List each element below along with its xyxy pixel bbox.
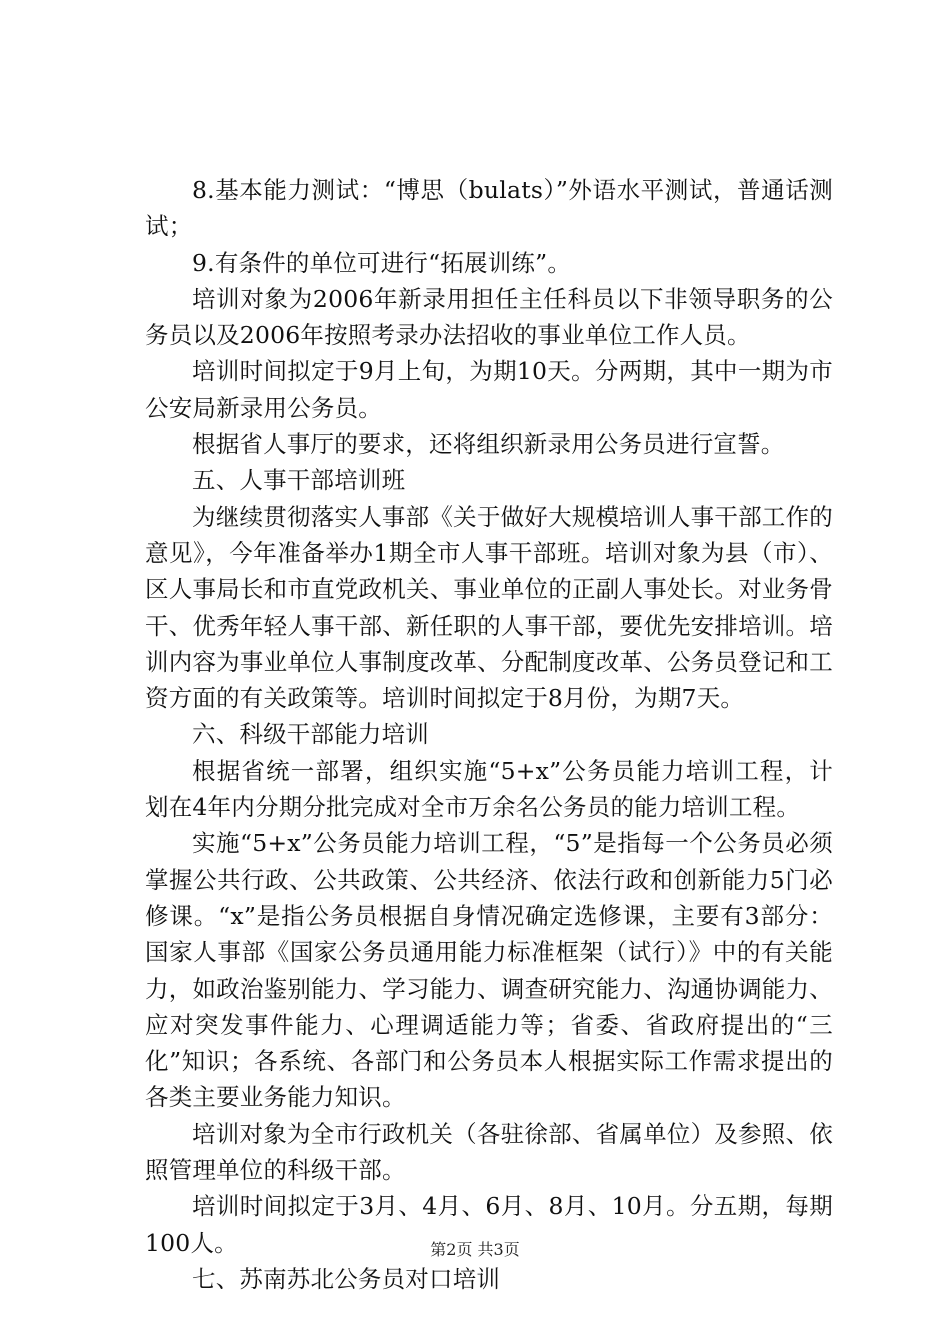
section-heading-5: 五、人事干部培训班	[192, 466, 406, 495]
page-footer: 第2页 共3页	[430, 1240, 520, 1259]
paragraph-training-time: 培训时间拟定于9月上旬，为期10天。分两期，其中一期为市公安局新录用公务员。	[145, 357, 833, 422]
paragraph-oath: 根据省人事厅的要求，还将组织新录用公务员进行宣誓。	[192, 430, 785, 459]
paragraph-section-cadre-target: 培训对象为全市行政机关（各驻徐部、省属单位）及参照、依照管理单位的科级干部。	[145, 1119, 833, 1185]
paragraph-basic-ability-test: 8.基本能力测试：“博思（bulats）”外语水平测试，普通话测试；	[145, 176, 833, 241]
document-body	[145, 172, 833, 1297]
paragraph-5x-plan: 根据省统一部署，组织实施“5+x”公务员能力培训工程，计划在4年内分期分批完成对全市万余名公务员的能力培训工程。	[145, 756, 833, 822]
paragraph-hr-cadre-training: 为继续贯彻落实人事部《关于做好大规模培训人事干部工作的意见》，今年准备举办1期全市人事干部班。培训对象为县（市）、区人事局长和市直党政机关、事业单位的正副人事处长。对业务骨干、优秀年轻人事干部、新任职的人事干部，要优先安排培训。培训内容为事业单位人事制度改革、分配制度改革、公务员登记和工资方面的有关政策等。培训时间拟定于8月份，为期7天。	[145, 502, 833, 713]
section-heading-7: 七、苏南苏北公务员对口培训	[192, 1264, 501, 1293]
section-heading-6: 六、科级干部能力培训	[192, 720, 429, 749]
paragraph-5x-detail: 实施“5+x”公务员能力培训工程，“5”是指每一个公务员必须掌握公共行政、公共政策、公共经济、依法行政和创新能力5门必修课。“x”是指公务员根据自身情况确定选修课，主要有3部分：国家人事部《国家公务员通用能力标准框架（试行）》中的有关能力，如政治鉴别能力、学习能力、调查研究能力、沟通协调能力、应对突发事件能力、心理调适能力等；省委、省政府提出的“三化”知识；各系统、各部门和公务员本人根据实际工作需求提出的各类主要业务能力知识。	[145, 829, 833, 1112]
paragraph-expansion-training: 9.有条件的单位可进行“拓展训练”。	[192, 248, 572, 277]
paragraph-training-target: 培训对象为2006年新录用担任主任科员以下非领导职务的公务员以及2006年按照考录办法招收的事业单位工作人员。	[145, 284, 833, 350]
paragraph-section-cadre-time: 培训时间拟定于3月、4月、6月、8月、10月。分五期，每期100人。	[145, 1192, 833, 1257]
